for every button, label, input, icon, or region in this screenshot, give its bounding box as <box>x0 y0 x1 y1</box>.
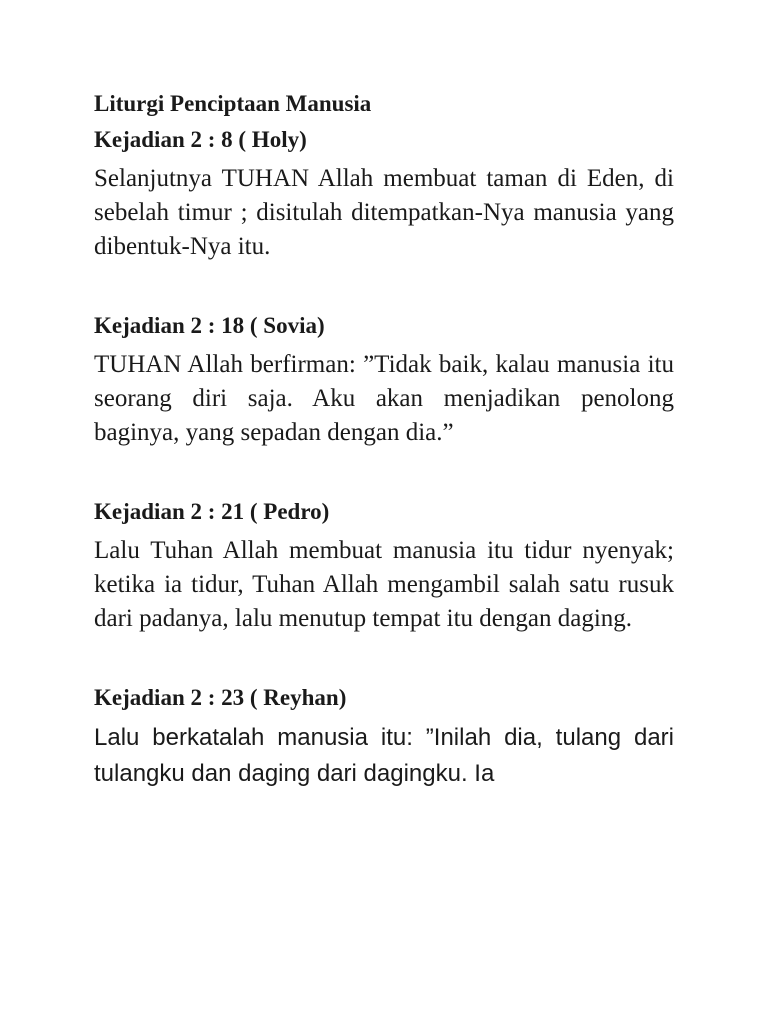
verse-text: TUHAN Allah berfirman: ”Tidak baik, kalau manusia itu seorang diri saja. Aku akan menjadikan penolong baginya, yang sepadan dengan dia.” <box>94 351 674 446</box>
verse-section <box>94 680 674 792</box>
verse-text: Selanjutnya TUHAN Allah membuat taman di Eden, di sebelah timur ; disitulah ditempatkan-Nya manusia yang dibentuk-Nya itu. <box>94 165 674 260</box>
verse-text: Lalu Tuhan Allah membuat manusia itu tidur nyenyak; ketika ia tidur, Tuhan Allah mengambil salah satu rusuk dari padanya, lalu menutup tempat itu dengan daging. <box>94 537 674 632</box>
verse-heading: Kejadian 2 : 8 ( Holy) <box>94 127 307 152</box>
verse-heading: Kejadian 2 : 18 ( Sovia) <box>94 313 325 338</box>
document-title: Liturgi Penciptaan Manusia <box>94 91 372 116</box>
verse-section <box>94 122 674 264</box>
verse-section <box>94 308 674 450</box>
verse-heading: Kejadian 2 : 23 ( Reyhan) <box>94 685 347 710</box>
verse-section <box>94 494 674 636</box>
document-page <box>94 86 674 792</box>
verse-heading: Kejadian 2 : 21 ( Pedro) <box>94 499 330 524</box>
verse-text: Lalu berkatalah manusia itu: ”Inilah dia, tulang dari tulangku dan daging dari dagingku. Ia <box>94 724 674 787</box>
